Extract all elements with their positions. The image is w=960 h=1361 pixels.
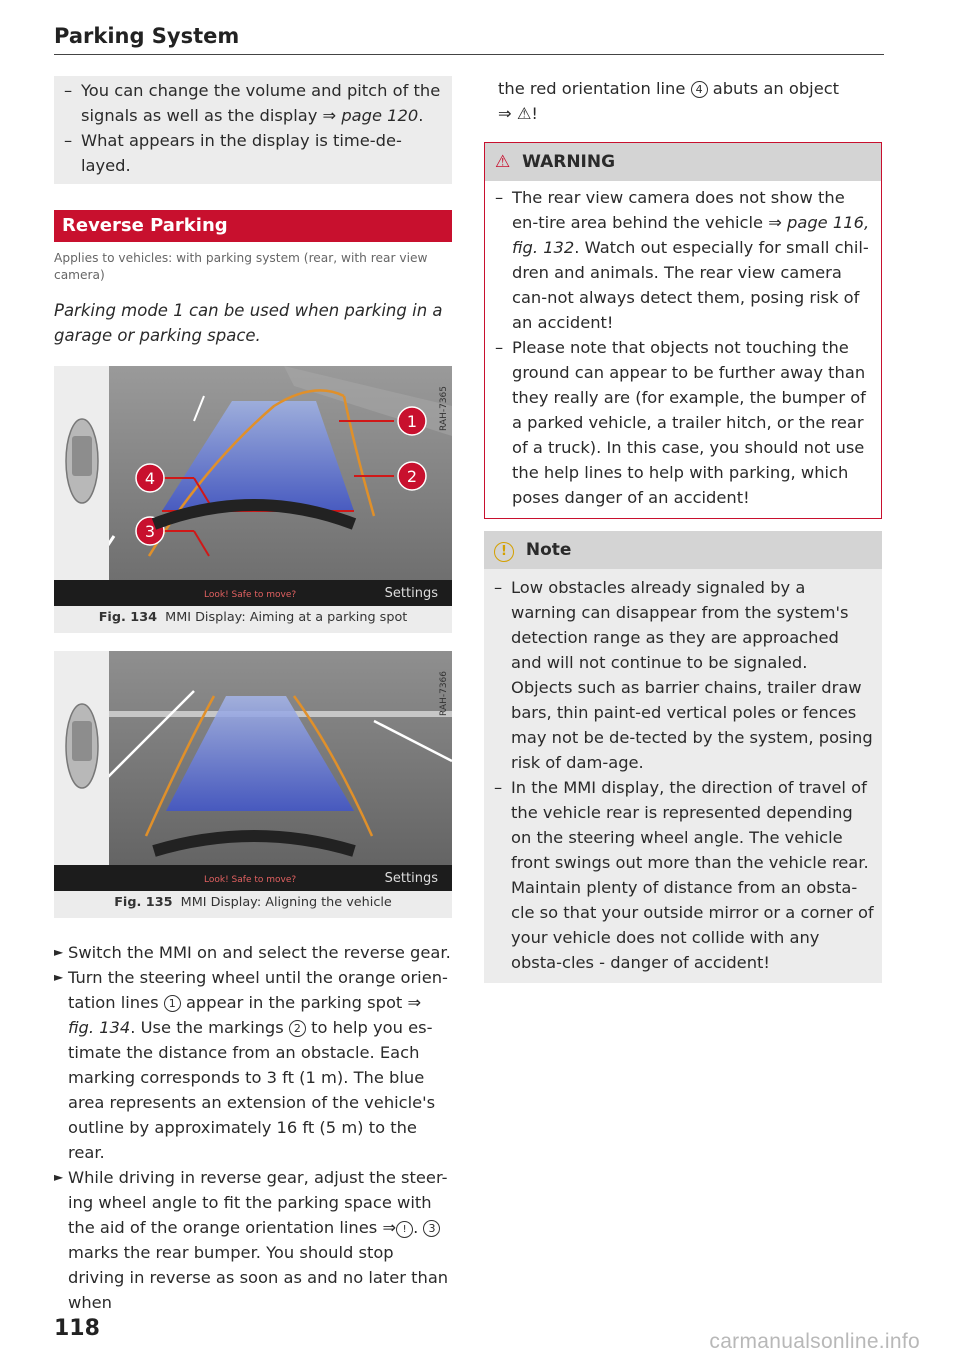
- applies-to-text: Applies to vehicles: with parking system (rear, with rear view camera): [54, 251, 428, 282]
- svg-text:3: 3: [144, 522, 156, 541]
- intro-list-box: [54, 76, 452, 184]
- left-column: [54, 76, 452, 1315]
- svg-text:Look! Safe to move?: Look! Safe to move?: [204, 590, 297, 600]
- page-link[interactable]: ⇒ page 116, fig. 132: [512, 213, 870, 257]
- list-item: – In the MMI display, the direction of travel of the vehicle rear is represented depending on the steering wheel angle. The vehicle front swings out more than the vehicle rear. Maintain plenty of distance from an obsta-cle so that your outside mirror or a corner of your vehicle does not collide with any obsta-cles - danger of accident!: [494, 778, 874, 972]
- list-item: – What appears in the display is time-de-layed.: [64, 131, 402, 175]
- callout-ref-4: 4: [691, 81, 708, 98]
- svg-text:4: 4: [144, 469, 156, 488]
- list-item: – The rear view camera does not show the en-tire area behind the vehicle ⇒ page 116, fig. 132. Watch out especially for small chil-dren and animals. The rear view camera can-not always detect them, posing risk of an accident!: [495, 188, 870, 332]
- page-link[interactable]: ⇒ page 120: [322, 106, 419, 125]
- warning-link[interactable]: ⇒ ⚠!: [498, 104, 538, 123]
- figure-link[interactable]: ⇒ fig. 134: [68, 993, 422, 1037]
- svg-text:1: 1: [406, 412, 418, 431]
- figure-caption: Fig. 135 MMI Display: Aligning the vehicle: [114, 895, 392, 910]
- callout-ref-2: 2: [289, 1020, 306, 1037]
- instruction-steps: [54, 940, 452, 1315]
- svg-text:RAH-7365: RAH-7365: [439, 386, 449, 431]
- right-column: [484, 76, 882, 983]
- callout-ref-3: 3: [423, 1220, 440, 1237]
- svg-text:RAH-7366: RAH-7366: [439, 671, 449, 716]
- page-number: 118: [54, 1316, 100, 1341]
- mmi-display-image-134: [54, 366, 452, 606]
- continuation-text: the red orientation line 4 abuts an object ⇒ ⚠!: [498, 79, 840, 123]
- list-item: ► Turn the steering wheel until the orange orien-tation lines 1 appear in the parking spot ⇒ fig. 134. Use the markings 2 to help you es-timate the distance from an obstacle. Each marking corresponds to 3 ft (1 m). The blue area represents an extension of the vehicle's outline by approximately 16 ft (5 m) to the rear.: [54, 968, 448, 1162]
- list-item: – Low obstacles already signaled by a warning can disappear from the system's detection range as they are approached and will not continue to be signaled. Objects such as barrier chains, trailer draw bars, thin paint-ed vertical poles or fences may not be de-tected by the system, posing risk of dam-age.: [494, 578, 873, 772]
- section-title: Reverse Parking: [54, 210, 452, 242]
- warning-box: [484, 142, 882, 519]
- settings-label: Settings: [384, 586, 438, 601]
- warning-header: ⚠ WARNING: [485, 143, 881, 181]
- page-header-title: Parking System: [54, 24, 240, 48]
- note-box: [484, 531, 882, 983]
- warning-triangle-icon: ⚠: [495, 152, 511, 172]
- list-item: – You can change the volume and pitch of the signals as well as the display ⇒ page 120.: [64, 81, 441, 125]
- svg-text:Look! Safe to move?: Look! Safe to move?: [204, 875, 297, 885]
- watermark: carmanualsonline.info: [709, 1330, 920, 1353]
- section-intro: Parking mode 1 can be used when parking in a garage or parking space.: [54, 301, 443, 345]
- mmi-display-image-135: [54, 651, 452, 891]
- settings-label: Settings: [384, 871, 438, 886]
- figure-135: [54, 651, 452, 918]
- list-item: ► While driving in reverse gear, adjust the steer-ing wheel angle to fit the parking space with the aid of the orange orientation lines ⇒ ! . 3 marks the rear bumper. You should stop driving in reverse as soon as and no later than when: [54, 1168, 449, 1312]
- header-rule: [54, 54, 884, 55]
- figure-caption: Fig. 134 MMI Display: Aiming at a parking spot: [98, 610, 408, 625]
- svg-text:2: 2: [406, 467, 418, 486]
- list-item: ► Switch the MMI on and select the reverse gear.: [54, 943, 451, 962]
- note-header: ! Note: [484, 531, 882, 569]
- note-icon: !: [494, 542, 514, 562]
- note-ref-icon[interactable]: !: [396, 1221, 413, 1238]
- list-item: – Please note that objects not touching the ground can appear to be further away than they really are (for example, the bumper of a parked vehicle, a trailer hitch, or the rear of a truck). In this case, you should not use the help lines to help with parking, which poses danger of an accident!: [495, 338, 866, 507]
- figure-134: [54, 366, 452, 633]
- callout-ref-1: 1: [164, 995, 181, 1012]
